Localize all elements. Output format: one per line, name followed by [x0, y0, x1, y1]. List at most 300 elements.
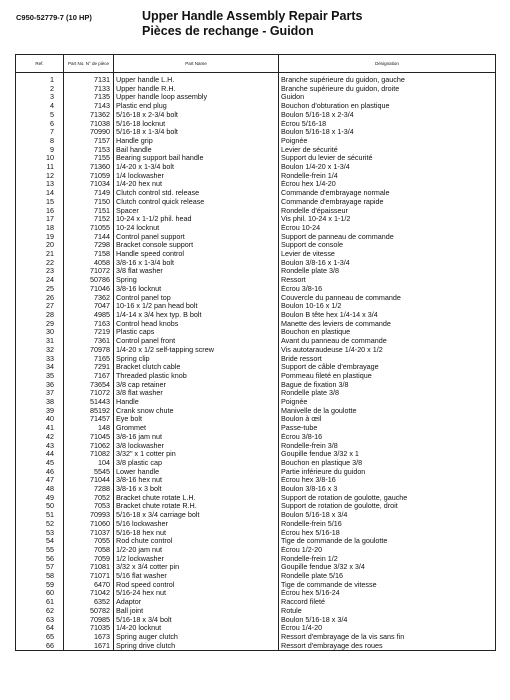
part-number: 51443: [64, 398, 114, 407]
part-name: Bearing support bail handle: [114, 154, 279, 163]
part-name: Control panel support: [114, 233, 279, 242]
title-french: Pièces de rechange - Guidon: [142, 24, 314, 38]
ref-number: 40: [16, 415, 64, 424]
part-name: 3/8-16 jam nut: [114, 433, 279, 442]
part-number: 71072: [64, 267, 114, 276]
designation: Écrou 1/4-20: [279, 624, 496, 633]
ref-number: 28: [16, 311, 64, 320]
ref-number: 42: [16, 433, 64, 442]
ref-number: 3: [16, 93, 64, 102]
column-header-ref: Ref.: [16, 55, 64, 73]
designation: Rotule: [279, 607, 496, 616]
part-number: 71044: [64, 476, 114, 485]
designation: Tige de commande de la goulotte: [279, 537, 496, 546]
part-name: Threaded plastic knob: [114, 372, 279, 381]
table-row: [16, 302, 496, 311]
table-row: [16, 215, 496, 224]
designation: Branche supérieure du guidon, droite: [279, 85, 496, 94]
designation: Écrou hex 3/8-16: [279, 476, 496, 485]
ref-number: 47: [16, 476, 64, 485]
ref-number: 25: [16, 285, 64, 294]
table-row: [16, 337, 496, 346]
ref-number: 52: [16, 520, 64, 529]
part-name: Clutch control quick release: [114, 198, 279, 207]
table-row: [16, 459, 496, 468]
column-header-part-name: Part Name: [114, 55, 279, 73]
part-name: Rod speed control: [114, 581, 279, 590]
part-name: Spacer: [114, 207, 279, 216]
table-row: [16, 450, 496, 459]
part-number: 7153: [64, 146, 114, 155]
ref-number: 37: [16, 389, 64, 398]
ref-number: 65: [16, 633, 64, 642]
part-number: 7291: [64, 363, 114, 372]
designation: Écrou 3/8-16: [279, 433, 496, 442]
designation: Support de console: [279, 241, 496, 250]
designation: Partie inférieure du guidon: [279, 468, 496, 477]
ref-number: 64: [16, 624, 64, 633]
table-row: [16, 346, 496, 355]
table-row: [16, 294, 496, 303]
table-row: [16, 102, 496, 111]
part-number: 7047: [64, 302, 114, 311]
part-name: 5/16-18 x 1-3/4 bolt: [114, 128, 279, 137]
ref-number: 46: [16, 468, 64, 477]
part-name: 5/16-18 x 2-3/4 bolt: [114, 111, 279, 120]
designation: Goupille fendue 3/32 x 1: [279, 450, 496, 459]
designation: Rondelle-frein 1/2: [279, 555, 496, 564]
table-row: [16, 120, 496, 129]
ref-number: 8: [16, 137, 64, 146]
part-name: Control panel top: [114, 294, 279, 303]
designation: Ressort d'embrayage des roues: [279, 642, 496, 651]
table-row: [16, 389, 496, 398]
designation: Levier de sécurité: [279, 146, 496, 155]
designation: Boulon 3/8-16 x 1-3/4: [279, 259, 496, 268]
table-row: [16, 93, 496, 102]
ref-number: 62: [16, 607, 64, 616]
part-number: 70993: [64, 511, 114, 520]
ref-number: 5: [16, 111, 64, 120]
ref-number: 30: [16, 328, 64, 337]
ref-number: 57: [16, 563, 64, 572]
table-row: [16, 407, 496, 416]
ref-number: 41: [16, 424, 64, 433]
table-row: [16, 233, 496, 242]
table-row: [16, 607, 496, 616]
ref-number: 24: [16, 276, 64, 285]
part-name: 5/16-18 x 3/4 bolt: [114, 616, 279, 625]
part-name: Plastic end plug: [114, 102, 279, 111]
ref-number: 12: [16, 172, 64, 181]
table-row: [16, 502, 496, 511]
table-row: [16, 285, 496, 294]
table-row: [16, 328, 496, 337]
part-name: Lower handle: [114, 468, 279, 477]
designation: Bouchon en plastique: [279, 328, 496, 337]
designation: Manette des leviers de commande: [279, 320, 496, 329]
part-number: 50786: [64, 276, 114, 285]
part-name: Spring auger clutch: [114, 633, 279, 642]
part-name: 3/8 lockwasher: [114, 442, 279, 451]
part-number: 7152: [64, 215, 114, 224]
part-name: 3/8 flat washer: [114, 389, 279, 398]
part-name: 10-24 x 1-1/2 phil. head: [114, 215, 279, 224]
part-number: 70990: [64, 128, 114, 137]
designation: Support de rotation de goulotte, droit: [279, 502, 496, 511]
table-row: [16, 241, 496, 250]
table-row: [16, 224, 496, 233]
ref-number: 45: [16, 459, 64, 468]
designation: Écrou 10-24: [279, 224, 496, 233]
ref-number: 13: [16, 180, 64, 189]
ref-number: 36: [16, 381, 64, 390]
ref-number: 23: [16, 267, 64, 276]
ref-number: 14: [16, 189, 64, 198]
part-number: 1673: [64, 633, 114, 642]
ref-number: 63: [16, 616, 64, 625]
part-name: 1/4-14 x 3/4 hex typ. B bolt: [114, 311, 279, 320]
table-row: [16, 372, 496, 381]
part-name: 5/16 flat washer: [114, 572, 279, 581]
table-row: [16, 529, 496, 538]
part-name: Handle: [114, 398, 279, 407]
ref-number: 54: [16, 537, 64, 546]
part-number: 7163: [64, 320, 114, 329]
ref-number: 18: [16, 224, 64, 233]
ref-number: 7: [16, 128, 64, 137]
table-row: [16, 598, 496, 607]
part-name: Control panel front: [114, 337, 279, 346]
part-number: 85192: [64, 407, 114, 416]
part-name: 3/8-16 x 1-3/4 bolt: [114, 259, 279, 268]
ref-number: 27: [16, 302, 64, 311]
part-name: 5/16-24 hex nut: [114, 589, 279, 598]
part-number: 71071: [64, 572, 114, 581]
designation: Support de câble d'embrayage: [279, 363, 496, 372]
ref-number: 16: [16, 207, 64, 216]
part-number: 71045: [64, 433, 114, 442]
designation: Écrou 1/2-20: [279, 546, 496, 555]
part-name: 10-24 locknut: [114, 224, 279, 233]
designation: Vis phil. 10-24 x 1-1/2: [279, 215, 496, 224]
table-row: [16, 468, 496, 477]
table-row: [16, 415, 496, 424]
part-number: 7167: [64, 372, 114, 381]
part-name: Handle speed control: [114, 250, 279, 259]
part-number: 7149: [64, 189, 114, 198]
table-row: [16, 111, 496, 120]
part-number: 7288: [64, 485, 114, 494]
part-name: Spring drive clutch: [114, 642, 279, 651]
parts-table-body: [16, 73, 496, 651]
part-number: 71042: [64, 589, 114, 598]
ref-number: 50: [16, 502, 64, 511]
designation: Passe-tube: [279, 424, 496, 433]
designation: Boulon 5/16-18 x 3/4: [279, 616, 496, 625]
table-row: [16, 563, 496, 572]
table-row: [16, 311, 496, 320]
part-number: 7143: [64, 102, 114, 111]
ref-number: 10: [16, 154, 64, 163]
ref-number: 61: [16, 598, 64, 607]
part-name: Bracket chute rotate R.H.: [114, 502, 279, 511]
part-number: 71059: [64, 172, 114, 181]
ref-number: 53: [16, 529, 64, 538]
part-name: Grommet: [114, 424, 279, 433]
ref-number: 58: [16, 572, 64, 581]
table-row: [16, 363, 496, 372]
table-row: [16, 128, 496, 137]
table-row: [16, 189, 496, 198]
ref-number: 48: [16, 485, 64, 494]
table-row: [16, 259, 496, 268]
part-number: 71081: [64, 563, 114, 572]
ref-number: 17: [16, 215, 64, 224]
table-row: [16, 476, 496, 485]
part-name: 1/4-20 locknut: [114, 624, 279, 633]
part-name: Adaptor: [114, 598, 279, 607]
designation: Branche supérieure du guidon, gauche: [279, 73, 496, 85]
part-name: 1/4 lockwasher: [114, 172, 279, 181]
part-number: 70978: [64, 346, 114, 355]
ref-number: 34: [16, 363, 64, 372]
ref-number: 43: [16, 442, 64, 451]
part-number: 71072: [64, 389, 114, 398]
table-row: [16, 180, 496, 189]
table-row: [16, 276, 496, 285]
ref-number: 51: [16, 511, 64, 520]
table-row: [16, 73, 496, 85]
part-number: 6352: [64, 598, 114, 607]
table-row: [16, 555, 496, 564]
ref-number: 15: [16, 198, 64, 207]
part-number: 73654: [64, 381, 114, 390]
designation: Levier de vitesse: [279, 250, 496, 259]
table-row: [16, 154, 496, 163]
part-number: 7158: [64, 250, 114, 259]
part-name: Crank snow chute: [114, 407, 279, 416]
part-number: 104: [64, 459, 114, 468]
designation: Boulon 1/4-20 x 1-3/4: [279, 163, 496, 172]
ref-number: 21: [16, 250, 64, 259]
part-number: 7135: [64, 93, 114, 102]
designation: Rondelle-frein 1/4: [279, 172, 496, 181]
column-header-part-no: Part No. N° de pièce: [64, 55, 114, 73]
ref-number: 56: [16, 555, 64, 564]
ref-number: 6: [16, 120, 64, 129]
part-number: 71037: [64, 529, 114, 538]
ref-number: 31: [16, 337, 64, 346]
part-number: 71457: [64, 415, 114, 424]
designation: Rondelle-frein 5/16: [279, 520, 496, 529]
table-row: [16, 616, 496, 625]
designation: Boulon 5/16-18 x 3/4: [279, 511, 496, 520]
part-number: 71034: [64, 180, 114, 189]
designation: Poignée: [279, 137, 496, 146]
ref-number: 11: [16, 163, 64, 172]
table-row: [16, 642, 496, 651]
part-name: Spring: [114, 276, 279, 285]
part-number: 148: [64, 424, 114, 433]
table-row: [16, 572, 496, 581]
part-name: 3/8-16 hex nut: [114, 476, 279, 485]
part-number: 50782: [64, 607, 114, 616]
table-row: [16, 85, 496, 94]
table-row: [16, 163, 496, 172]
part-number: 7052: [64, 494, 114, 503]
designation: Avant du panneau de commande: [279, 337, 496, 346]
designation: Guidon: [279, 93, 496, 102]
part-name: 3/8-16 x 3 bolt: [114, 485, 279, 494]
designation: Bouchon en plastique 3/8: [279, 459, 496, 468]
ref-number: 1: [16, 73, 64, 85]
part-name: Bracket chute rotate L.H.: [114, 494, 279, 503]
part-name: 1/2 lockwasher: [114, 555, 279, 564]
part-name: 1/4-20 x 1/2 self-tapping screw: [114, 346, 279, 355]
table-row: [16, 494, 496, 503]
part-number: 71060: [64, 520, 114, 529]
ref-number: 32: [16, 346, 64, 355]
part-name: Bracket clutch cable: [114, 363, 279, 372]
ref-number: 39: [16, 407, 64, 416]
ref-number: 22: [16, 259, 64, 268]
ref-number: 9: [16, 146, 64, 155]
designation: Rondelle plate 3/8: [279, 267, 496, 276]
designation: Rondelle-frein 3/8: [279, 442, 496, 451]
part-name: Clutch control std. release: [114, 189, 279, 198]
ref-number: 20: [16, 241, 64, 250]
designation: Couvercle du panneau de commande: [279, 294, 496, 303]
designation: Écrou 3/8-16: [279, 285, 496, 294]
column-header-designation: Désignation: [279, 55, 496, 73]
part-name: Spring clip: [114, 355, 279, 364]
designation: Tige de commande de vitesse: [279, 581, 496, 590]
part-number: 7150: [64, 198, 114, 207]
part-number: 4985: [64, 311, 114, 320]
table-row: [16, 381, 496, 390]
table-row: [16, 320, 496, 329]
table-row: [16, 250, 496, 259]
designation: Écrou 5/16-18: [279, 120, 496, 129]
ref-number: 2: [16, 85, 64, 94]
ref-number: 60: [16, 589, 64, 598]
part-number: 71062: [64, 442, 114, 451]
part-name: 5/16-18 locknut: [114, 120, 279, 129]
part-number: 7058: [64, 546, 114, 555]
designation: Support du levier de sécurité: [279, 154, 496, 163]
designation: Pommeau fileté en plastique: [279, 372, 496, 381]
designation: Ressort d'embrayage de la vis sans fin: [279, 633, 496, 642]
designation: Écrou hex 5/16-24: [279, 589, 496, 598]
part-name: Upper handle L.H.: [114, 73, 279, 85]
part-name: 1/2-20 jam nut: [114, 546, 279, 555]
part-name: 3/32" x 1 cotter pin: [114, 450, 279, 459]
part-name: 1/4-20 x 1-3/4 bolt: [114, 163, 279, 172]
model-number: C950-52779-7 (10 HP): [16, 13, 92, 22]
ref-number: 49: [16, 494, 64, 503]
part-name: 3/32 x 3/4 cotter pin: [114, 563, 279, 572]
part-number: 7298: [64, 241, 114, 250]
designation: Vis autotaraudeuse 1/4-20 x 1/2: [279, 346, 496, 355]
ref-number: 29: [16, 320, 64, 329]
part-number: 7361: [64, 337, 114, 346]
designation: Raccord fileté: [279, 598, 496, 607]
designation: Écrou hex 5/16-18: [279, 529, 496, 538]
designation: Commande d'embrayage rapide: [279, 198, 496, 207]
part-name: 3/8-16 locknut: [114, 285, 279, 294]
part-number: 7059: [64, 555, 114, 564]
designation: Bouchon d'obturation en plastique: [279, 102, 496, 111]
part-number: 71055: [64, 224, 114, 233]
designation: Boulon 5/16-18 x 2-3/4: [279, 111, 496, 120]
table-row: [16, 355, 496, 364]
designation: Manivelle de la goulotte: [279, 407, 496, 416]
table-row: [16, 267, 496, 276]
ref-number: 35: [16, 372, 64, 381]
ref-number: 33: [16, 355, 64, 364]
designation: Goupille fendue 3/32 x 3/4: [279, 563, 496, 572]
ref-number: 55: [16, 546, 64, 555]
designation: Commande d'embrayage normale: [279, 189, 496, 198]
ref-number: 38: [16, 398, 64, 407]
designation: Rondelle plate 3/8: [279, 389, 496, 398]
part-number: 71038: [64, 120, 114, 129]
part-number: 71360: [64, 163, 114, 172]
part-name: Bail handle: [114, 146, 279, 155]
page-title: [142, 9, 362, 39]
part-name: Handle grip: [114, 137, 279, 146]
part-name: 3/8 plastic cap: [114, 459, 279, 468]
part-name: Eye bolt: [114, 415, 279, 424]
part-name: Plastic caps: [114, 328, 279, 337]
table-row: [16, 424, 496, 433]
designation: Bride ressort: [279, 355, 496, 364]
part-name: 5/16-18 x 3/4 carriage bolt: [114, 511, 279, 520]
part-number: 7219: [64, 328, 114, 337]
table-row: [16, 520, 496, 529]
part-name: 5/16-18 hex nut: [114, 529, 279, 538]
designation: Boulon 5/16-18 x 1-3/4: [279, 128, 496, 137]
part-number: 6470: [64, 581, 114, 590]
designation: Écrou hex 1/4-20: [279, 180, 496, 189]
part-name: Upper handle R.H.: [114, 85, 279, 94]
designation: Ressort: [279, 276, 496, 285]
table-row: [16, 546, 496, 555]
title-english: Upper Handle Assembly Repair Parts: [142, 9, 363, 23]
part-number: 5545: [64, 468, 114, 477]
part-number: 7055: [64, 537, 114, 546]
part-name: 3/8 cap retainer: [114, 381, 279, 390]
designation: Poignée: [279, 398, 496, 407]
part-number: 70985: [64, 616, 114, 625]
part-name: Bracket console support: [114, 241, 279, 250]
designation: Support de panneau de commande: [279, 233, 496, 242]
part-name: 5/16 lockwasher: [114, 520, 279, 529]
table-row: [16, 511, 496, 520]
part-name: Control head knobs: [114, 320, 279, 329]
table-row: [16, 198, 496, 207]
table-row: [16, 624, 496, 633]
part-number: 7165: [64, 355, 114, 364]
table-row: [16, 172, 496, 181]
part-number: 7144: [64, 233, 114, 242]
part-number: 7133: [64, 85, 114, 94]
designation: Boulon 10-16 x 1/2: [279, 302, 496, 311]
part-name: Ball joint: [114, 607, 279, 616]
designation: Support de rotation de goulotte, gauche: [279, 494, 496, 503]
part-name: Upper handle loop assembly: [114, 93, 279, 102]
